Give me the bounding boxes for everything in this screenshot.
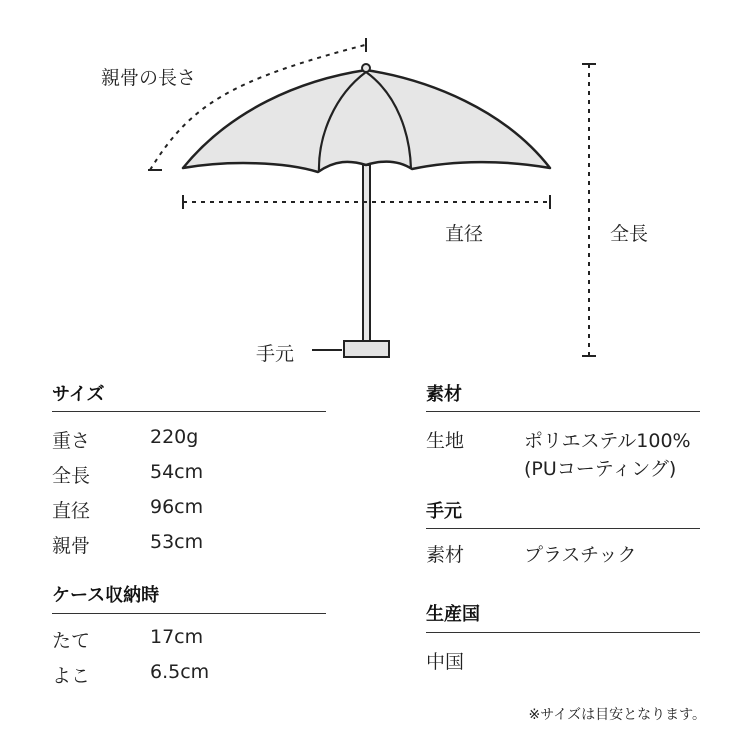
spec-key-weight: 重さ [52,430,91,452]
case-section-title: ケース収納時 [52,585,160,606]
spec-value-handle-material: プラスチック [524,544,637,566]
spec-value-fabric-coating: (PUコーティング) [524,458,677,480]
umbrella-tip [362,64,370,72]
spec-value-origin: 中国 [426,651,465,673]
rib-length-label: 親骨の長さ [101,67,197,89]
umbrella-canopy [183,70,550,172]
spec-value-rib: 53cm [150,531,204,553]
spec-value-case-height: 17cm [150,626,204,648]
spec-key-diameter: 直径 [52,500,91,522]
spec-key-rib: 親骨 [52,535,91,557]
spec-key-total-length: 全長 [52,465,91,487]
total-length-label: 全長 [610,223,649,245]
size-section-title: サイズ [52,384,105,405]
handle-section-title: 手元 [426,501,462,522]
spec-key-case-width: よこ [52,665,91,687]
spec-value-diameter: 96cm [150,496,204,518]
umbrella-diagram [0,0,750,370]
spec-value-fabric: ポリエステル100% [524,430,691,452]
handle-label: 手元 [256,343,295,365]
spec-value-total-length: 54cm [150,461,204,483]
material-section-title: 素材 [426,384,462,405]
spec-value-case-width: 6.5cm [150,661,210,683]
umbrella-shaft [363,165,370,343]
handle-section-divider [426,528,700,529]
spec-key-fabric: 生地 [426,430,465,452]
spec-value-weight: 220g [150,426,199,448]
origin-section-divider [426,632,700,633]
umbrella-handle [344,341,389,357]
case-section-divider [52,613,326,614]
size-section-divider [52,411,326,412]
size-disclaimer-note: ※サイズは目安となります。 [528,707,706,723]
material-section-divider [426,411,700,412]
spec-key-case-height: たて [52,630,91,652]
diameter-label: 直径 [445,223,484,245]
origin-section-title: 生産国 [426,604,480,625]
spec-key-handle-material: 素材 [426,544,465,566]
